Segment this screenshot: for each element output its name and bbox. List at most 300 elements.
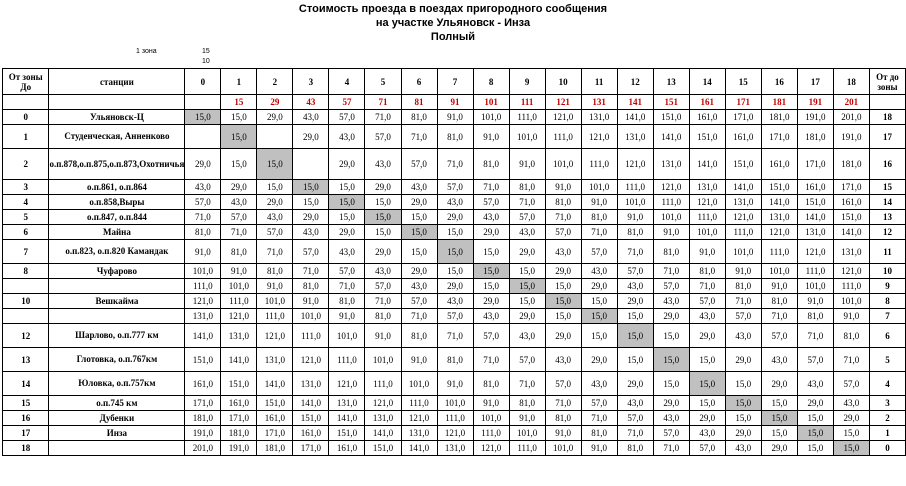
- fare-cell: 43,0: [581, 372, 617, 396]
- fare-cell: 151,0: [797, 195, 833, 210]
- fare-cell: 15,0: [329, 195, 365, 210]
- fare-cell: 43,0: [509, 225, 545, 240]
- to-zone: 5: [869, 348, 905, 372]
- fare-cell: 43,0: [365, 149, 401, 180]
- fare-cell: 101,0: [689, 225, 725, 240]
- fare-cell: 43,0: [437, 294, 473, 309]
- blank-cell: [869, 95, 905, 110]
- fare-cell: 121,0: [473, 441, 509, 456]
- fare-cell: 161,0: [221, 396, 257, 411]
- fare-cell: 101,0: [725, 240, 761, 264]
- fare-cell: 29,0: [437, 279, 473, 294]
- fare-cell: 111,0: [509, 441, 545, 456]
- fare-cell: 161,0: [185, 372, 221, 396]
- fare-cell: 15,0: [797, 411, 833, 426]
- fare-cell: 121,0: [221, 309, 257, 324]
- fare-cell: 29,0: [617, 294, 653, 309]
- fare-cell: 81,0: [545, 195, 581, 210]
- zone-header: 6: [401, 69, 437, 95]
- fare-cell: 121,0: [725, 210, 761, 225]
- fare-cell: 57,0: [437, 180, 473, 195]
- fare-cell: 81,0: [545, 411, 581, 426]
- table-row: [3, 324, 906, 348]
- fare-cell: 121,0: [437, 426, 473, 441]
- fare-cell: 29,0: [365, 180, 401, 195]
- fare-cell: 57,0: [329, 110, 365, 125]
- from-zone: 12: [3, 324, 49, 348]
- fare-cell: 81,0: [221, 240, 257, 264]
- from-zone: 8: [3, 264, 49, 279]
- fare-cell: 121,0: [833, 264, 869, 279]
- fare-cell: 29,0: [401, 264, 437, 279]
- fare-cell: 201,0: [833, 110, 869, 125]
- fare-cell: 131,0: [221, 324, 257, 348]
- fare-cell: 71,0: [581, 411, 617, 426]
- fare-cell: [257, 125, 293, 149]
- fare-cell: 57,0: [689, 441, 725, 456]
- zone-header: 8: [473, 69, 509, 95]
- fare-cell: 57,0: [509, 210, 545, 225]
- zone-price: 171: [725, 95, 761, 110]
- table-row: [3, 279, 906, 294]
- fare-cell: 171,0: [833, 180, 869, 195]
- fare-cell: 15,0: [617, 309, 653, 324]
- fare-cell: 101,0: [257, 294, 293, 309]
- fare-cell: 57,0: [617, 264, 653, 279]
- fare-cell: 131,0: [725, 195, 761, 210]
- fare-cell: 29,0: [761, 372, 797, 396]
- zone-price: 121: [545, 95, 581, 110]
- from-zone: 3: [3, 180, 49, 195]
- zone-header: 2: [257, 69, 293, 95]
- table-row: [3, 149, 906, 180]
- to-zone: 1: [869, 426, 905, 441]
- fare-cell: 161,0: [833, 195, 869, 210]
- from-zone: 13: [3, 348, 49, 372]
- fare-cell: 111,0: [329, 348, 365, 372]
- zone-header: 15: [725, 69, 761, 95]
- fare-cell: 91,0: [473, 125, 509, 149]
- to-zone: 12: [869, 225, 905, 240]
- fare-cell: 81,0: [473, 149, 509, 180]
- fare-cell: 91,0: [221, 264, 257, 279]
- to-zone: 18: [869, 110, 905, 125]
- table-row: [3, 180, 906, 195]
- fare-cell: 57,0: [401, 149, 437, 180]
- fare-cell: 15,0: [761, 426, 797, 441]
- fare-cell: 29,0: [617, 372, 653, 396]
- to-zone: 17: [869, 125, 905, 149]
- fare-cell: 15,0: [437, 225, 473, 240]
- fare-cell: 141,0: [689, 149, 725, 180]
- fare-cell: 15,0: [257, 180, 293, 195]
- fare-cell: 71,0: [581, 225, 617, 240]
- fare-cell: 101,0: [761, 264, 797, 279]
- from-zone: 10: [3, 294, 49, 309]
- fare-cell: 161,0: [329, 441, 365, 456]
- fare-cell: 131,0: [401, 426, 437, 441]
- station-name: Чуфарово: [49, 264, 185, 279]
- from-zone: 1: [3, 125, 49, 149]
- fare-cell: 111,0: [365, 372, 401, 396]
- fare-cell: 111,0: [185, 279, 221, 294]
- to-zone: 16: [869, 149, 905, 180]
- fare-cell: 141,0: [365, 426, 401, 441]
- fare-cell: 71,0: [617, 240, 653, 264]
- fare-cell: 91,0: [365, 324, 401, 348]
- fare-cell: 43,0: [689, 426, 725, 441]
- fare-cell: 81,0: [833, 324, 869, 348]
- from-zone: 17: [3, 426, 49, 441]
- fare-cell: 111,0: [689, 210, 725, 225]
- fare-cell: 15,0: [653, 324, 689, 348]
- fare-cell: 29,0: [653, 396, 689, 411]
- fare-cell: 141,0: [797, 210, 833, 225]
- fare-cell: 43,0: [833, 396, 869, 411]
- fare-cell: 15,0: [293, 195, 329, 210]
- table-row: [3, 125, 906, 149]
- fare-cell: 15,0: [473, 264, 509, 279]
- fare-cell: 191,0: [797, 110, 833, 125]
- fare-cell: 15,0: [401, 210, 437, 225]
- fare-cell: 191,0: [221, 441, 257, 456]
- fare-cell: 15,0: [221, 149, 257, 180]
- fare-cell: 121,0: [617, 149, 653, 180]
- fare-cell: 29,0: [797, 396, 833, 411]
- table-row: [3, 110, 906, 125]
- fare-cell: 111,0: [509, 110, 545, 125]
- fare-cell: 101,0: [401, 372, 437, 396]
- fare-cell: 29,0: [581, 348, 617, 372]
- fare-cell: 71,0: [401, 125, 437, 149]
- fare-cell: 57,0: [581, 396, 617, 411]
- fare-cell: 81,0: [761, 294, 797, 309]
- fare-cell: 161,0: [761, 149, 797, 180]
- fare-cell: 29,0: [689, 411, 725, 426]
- fare-cell: 43,0: [653, 294, 689, 309]
- fare-cell: 81,0: [401, 324, 437, 348]
- fare-cell: 43,0: [617, 279, 653, 294]
- fare-cell: 57,0: [545, 225, 581, 240]
- fare-cell: 141,0: [329, 411, 365, 426]
- fare-cell: 57,0: [617, 411, 653, 426]
- fare-cell: 29,0: [581, 279, 617, 294]
- fare-cell: 15,0: [653, 348, 689, 372]
- to-zone-header: От до зоны: [869, 69, 905, 95]
- fare-cell: 29,0: [185, 149, 221, 180]
- fare-cell: 29,0: [329, 149, 365, 180]
- from-zone: 0: [3, 110, 49, 125]
- fare-cell: 57,0: [725, 309, 761, 324]
- station-name: Вешкайма: [49, 294, 185, 309]
- table-row: [3, 426, 906, 441]
- fare-cell: 141,0: [653, 125, 689, 149]
- fare-cell: 151,0: [257, 396, 293, 411]
- fare-cell: 91,0: [257, 279, 293, 294]
- fare-cell: 171,0: [293, 441, 329, 456]
- fare-cell: 29,0: [329, 225, 365, 240]
- fare-cell: 29,0: [725, 348, 761, 372]
- fare-cell: 43,0: [761, 348, 797, 372]
- from-zone: 5: [3, 210, 49, 225]
- fare-cell: 131,0: [833, 240, 869, 264]
- fare-cell: 101,0: [545, 149, 581, 180]
- to-zone: 7: [869, 309, 905, 324]
- fare-cell: 101,0: [833, 294, 869, 309]
- fare-cell: 121,0: [365, 396, 401, 411]
- fare-cell: 71,0: [545, 210, 581, 225]
- fare-cell: 43,0: [185, 180, 221, 195]
- fare-cell: 141,0: [833, 225, 869, 240]
- fare-cell: 57,0: [689, 294, 725, 309]
- fare-cell: 81,0: [689, 264, 725, 279]
- zone-price: 91: [437, 95, 473, 110]
- fare-cell: 101,0: [545, 441, 581, 456]
- fare-cell: 15,0: [221, 125, 257, 149]
- fare-cell: 101,0: [509, 125, 545, 149]
- fare-cell: 91,0: [761, 279, 797, 294]
- fare-cell: 141,0: [293, 396, 329, 411]
- fare-cell: 15,0: [689, 372, 725, 396]
- fare-cell: 161,0: [797, 180, 833, 195]
- fare-cell: 151,0: [689, 125, 725, 149]
- title-line-2: на участке Ульяновск - Инза: [375, 17, 531, 29]
- fare-cell: 151,0: [725, 149, 761, 180]
- fare-cell: 57,0: [797, 348, 833, 372]
- fare-cell: 71,0: [545, 396, 581, 411]
- fare-cell: 15,0: [365, 195, 401, 210]
- fare-cell: 101,0: [617, 195, 653, 210]
- to-zone: 10: [869, 264, 905, 279]
- fare-cell: 101,0: [365, 348, 401, 372]
- station-name: Инза: [49, 426, 185, 441]
- fare-cell: 43,0: [617, 396, 653, 411]
- fare-cell: 91,0: [401, 348, 437, 372]
- fare-cell: 131,0: [365, 411, 401, 426]
- fare-cell: 91,0: [437, 110, 473, 125]
- fare-cell: 29,0: [545, 324, 581, 348]
- fare-cell: 43,0: [509, 324, 545, 348]
- zone-price: [185, 95, 221, 110]
- fare-cell: 101,0: [509, 426, 545, 441]
- fare-cell: 43,0: [365, 264, 401, 279]
- fare-cell: 191,0: [833, 125, 869, 149]
- zone-header: 7: [437, 69, 473, 95]
- fare-cell: 71,0: [833, 348, 869, 372]
- fare-cell: 71,0: [401, 309, 437, 324]
- fare-cell: 141,0: [761, 195, 797, 210]
- fare-cell: 43,0: [293, 225, 329, 240]
- fare-cell: 111,0: [833, 279, 869, 294]
- fare-cell: 15,0: [581, 294, 617, 309]
- fare-cell: 111,0: [257, 309, 293, 324]
- fare-cell: 43,0: [725, 324, 761, 348]
- fare-cell: 161,0: [257, 411, 293, 426]
- zone-note-v1: 15: [202, 48, 210, 55]
- fare-cell: 15,0: [833, 441, 869, 456]
- station-name: Юловка, о.п.757км: [49, 372, 185, 396]
- fare-cell: 29,0: [293, 125, 329, 149]
- fare-cell: 131,0: [617, 125, 653, 149]
- fare-cell: 15,0: [365, 210, 401, 225]
- fare-cell: 131,0: [293, 372, 329, 396]
- fare-cell: 71,0: [221, 225, 257, 240]
- fare-cell: 15,0: [725, 396, 761, 411]
- fare-cell: 15,0: [581, 309, 617, 324]
- fare-cell: 81,0: [365, 309, 401, 324]
- fare-cell: 131,0: [257, 348, 293, 372]
- fare-cell: 57,0: [257, 225, 293, 240]
- fare-cell: 15,0: [725, 372, 761, 396]
- fare-cell: 81,0: [581, 210, 617, 225]
- fare-cell: 81,0: [437, 348, 473, 372]
- fare-cell: 181,0: [833, 149, 869, 180]
- fare-cell: 161,0: [689, 110, 725, 125]
- fare-cell: 101,0: [473, 411, 509, 426]
- fare-cell: 91,0: [437, 372, 473, 396]
- fare-cell: 171,0: [797, 149, 833, 180]
- fare-cell: 121,0: [581, 125, 617, 149]
- fare-cell: 101,0: [221, 279, 257, 294]
- fare-cell: 131,0: [797, 225, 833, 240]
- zone-price: 29: [257, 95, 293, 110]
- fare-cell: 81,0: [509, 180, 545, 195]
- fare-cell: 57,0: [437, 309, 473, 324]
- fare-cell: 71,0: [761, 309, 797, 324]
- zone-header: 0: [185, 69, 221, 95]
- fare-cell: 181,0: [257, 441, 293, 456]
- fare-cell: 101,0: [437, 396, 473, 411]
- fare-cell: 111,0: [797, 264, 833, 279]
- fare-cell: 57,0: [653, 426, 689, 441]
- fare-cell: 43,0: [473, 309, 509, 324]
- fare-cell: 43,0: [689, 309, 725, 324]
- from-zone: 7: [3, 240, 49, 264]
- fare-cell: 181,0: [761, 110, 797, 125]
- from-zone: [3, 309, 49, 324]
- fare-cell: 71,0: [437, 324, 473, 348]
- fare-cell: 81,0: [653, 240, 689, 264]
- fare-cell: 71,0: [365, 294, 401, 309]
- fare-table: [2, 68, 906, 456]
- fare-cell: 171,0: [257, 426, 293, 441]
- fare-cell: 15,0: [437, 240, 473, 264]
- fare-cell: 131,0: [653, 149, 689, 180]
- fare-cell: 71,0: [509, 372, 545, 396]
- fare-cell: 111,0: [617, 180, 653, 195]
- station-name: [49, 441, 185, 456]
- zone-header: 10: [545, 69, 581, 95]
- fare-cell: 91,0: [545, 180, 581, 195]
- fare-cell: 111,0: [473, 426, 509, 441]
- fare-cell: 91,0: [833, 309, 869, 324]
- fare-cell: 29,0: [689, 324, 725, 348]
- fare-cell: 43,0: [473, 210, 509, 225]
- station-name: [49, 309, 185, 324]
- fare-cell: 81,0: [617, 441, 653, 456]
- fare-cell: 91,0: [509, 149, 545, 180]
- fare-cell: 15,0: [545, 294, 581, 309]
- fare-cell: 81,0: [185, 225, 221, 240]
- fare-cell: 81,0: [329, 294, 365, 309]
- zone-price: 101: [473, 95, 509, 110]
- fare-cell: 71,0: [365, 110, 401, 125]
- fare-cell: 43,0: [437, 195, 473, 210]
- table-row: [3, 225, 906, 240]
- table-row: [3, 372, 906, 396]
- table-row: [3, 240, 906, 264]
- zone-header: 11: [581, 69, 617, 95]
- fare-cell: 81,0: [473, 372, 509, 396]
- fare-cell: 71,0: [293, 264, 329, 279]
- from-zone: 15: [3, 396, 49, 411]
- to-zone: 4: [869, 372, 905, 396]
- fare-cell: [293, 149, 329, 180]
- fare-cell: 121,0: [185, 294, 221, 309]
- to-zone: 6: [869, 324, 905, 348]
- zone-header: 12: [617, 69, 653, 95]
- fare-cell: 43,0: [581, 264, 617, 279]
- fare-cell: 151,0: [293, 411, 329, 426]
- station-name: о.п.861, о.п.864: [49, 180, 185, 195]
- fare-cell: 43,0: [401, 279, 437, 294]
- fare-cell: 71,0: [329, 279, 365, 294]
- fare-cell: 29,0: [437, 210, 473, 225]
- fare-cell: 57,0: [221, 210, 257, 225]
- zone-price: 15: [221, 95, 257, 110]
- fare-cell: 57,0: [761, 324, 797, 348]
- zone-header: 1: [221, 69, 257, 95]
- fare-cell: 71,0: [257, 240, 293, 264]
- fare-cell: 15,0: [689, 348, 725, 372]
- fare-cell: 141,0: [257, 372, 293, 396]
- fare-cell: 15,0: [473, 240, 509, 264]
- zone-price: 161: [689, 95, 725, 110]
- fare-cell: 141,0: [401, 441, 437, 456]
- fare-cell: 15,0: [221, 110, 257, 125]
- fare-cell: 71,0: [509, 195, 545, 210]
- header-row: [3, 69, 906, 95]
- fare-cell: 43,0: [329, 240, 365, 264]
- fare-cell: 101,0: [293, 309, 329, 324]
- fare-cell: 81,0: [581, 426, 617, 441]
- fare-cell: 161,0: [293, 426, 329, 441]
- fare-cell: 29,0: [293, 210, 329, 225]
- zone-header: 9: [509, 69, 545, 95]
- fare-cell: 43,0: [725, 441, 761, 456]
- fare-cell: 91,0: [797, 294, 833, 309]
- station-name: о.п.847, о.п.844: [49, 210, 185, 225]
- fare-cell: 151,0: [653, 110, 689, 125]
- fare-cell: 43,0: [545, 348, 581, 372]
- zone-header: 17: [797, 69, 833, 95]
- fare-cell: 91,0: [329, 309, 365, 324]
- station-name: Дубенки: [49, 411, 185, 426]
- fare-cell: 81,0: [725, 279, 761, 294]
- fare-cell: 15,0: [293, 180, 329, 195]
- fare-cell: 15,0: [617, 324, 653, 348]
- fare-cell: 121,0: [401, 411, 437, 426]
- fare-cell: 111,0: [545, 125, 581, 149]
- to-zone: 11: [869, 240, 905, 264]
- to-zone: 3: [869, 396, 905, 411]
- zone-price: 151: [653, 95, 689, 110]
- fare-cell: 151,0: [185, 348, 221, 372]
- to-zone: 15: [869, 180, 905, 195]
- blank-cell: [49, 95, 185, 110]
- to-zone-label: До: [20, 81, 32, 92]
- fare-cell: 15,0: [797, 441, 833, 456]
